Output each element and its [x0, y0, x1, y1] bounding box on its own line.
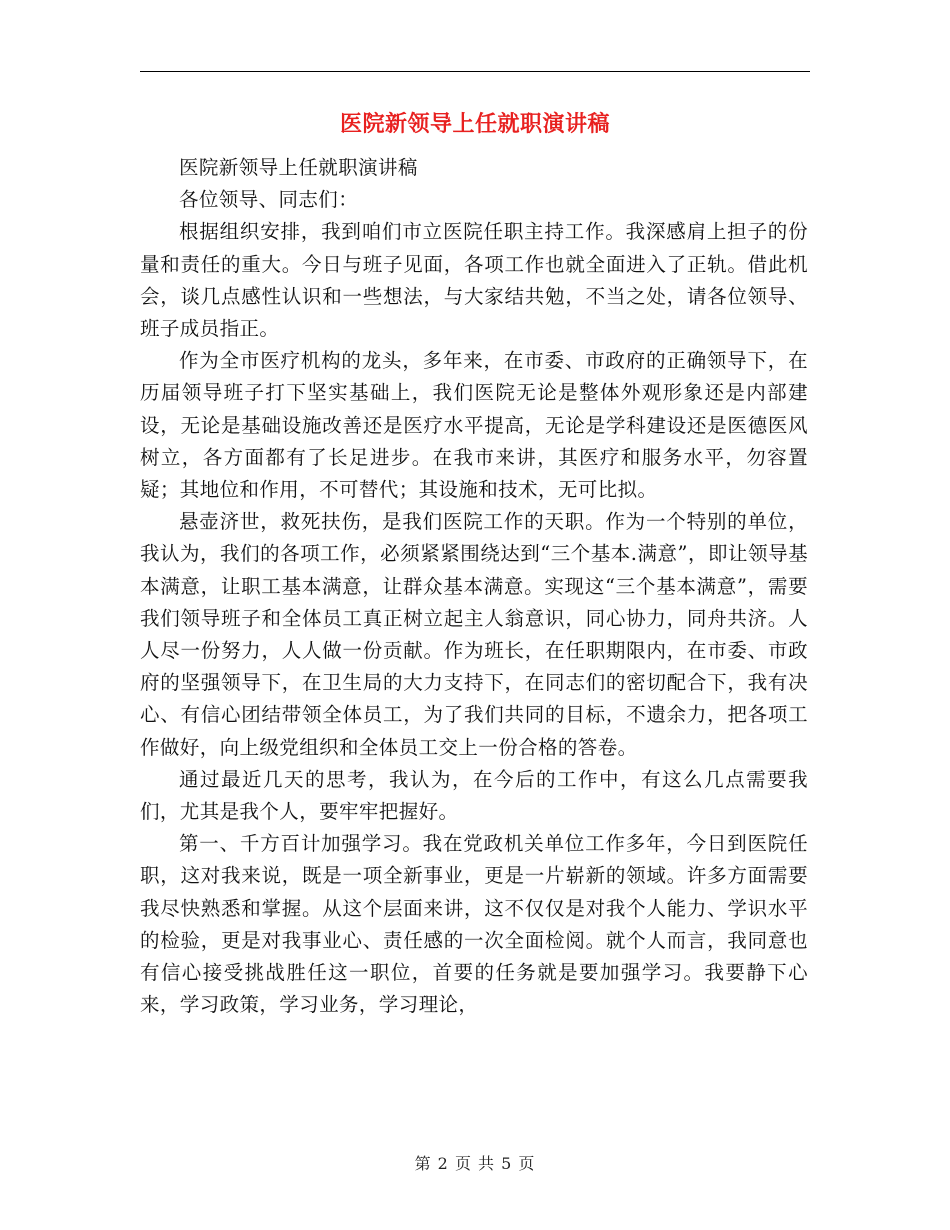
document-title: 医院新领导上任就职演讲稿 [339, 111, 610, 137]
body-paragraph: 根据组织安排，我到咱们市立医院任职主持工作。我深感肩上担子的份量和责任的重大。今日与班子见面，各项工作也就全面进入了正轨。借此机会，谈几点感性认识和一些想法，与大家结共勉，不当之处，请各位领导、班子成员指正。 [140, 220, 808, 341]
page-number-footer: 第 2 页 共 5 页 [414, 1154, 536, 1173]
body-paragraph: 作为全市医疗机构的龙头，多年来，在市委、市政府的正确领导下，在历届领导班子打下坚实基础上，我们医院无论是整体外观形象还是内部建设，无论是基础设施改善还是医疗水平提高，无论是学科建设还是医德医风树立，各方面都有了长足进步。在我市来讲，其医疗和服务水平，勿容置疑；其地位和作用，不可替代；其设施和技术，无可比拟。 [140, 349, 808, 502]
header-rule [140, 71, 810, 72]
body-paragraph: 悬壶济世，救死扶伤，是我们医院工作的天职。作为一个特别的单位，我认为，我们的各项工作，必须紧紧围绕达到“三个基本.满意”，即让领导基本满意，让职工基本满意，让群众基本满意。实现这“三个基本满意”，需要我们领导班子和全体员工真正树立起主人翁意识，同心协力，同舟共济。人人尽一份努力，人人做一份贡献。作为班长，在任职期限内，在市委、市政府的坚强领导下，在卫生局的大力支持下，在同志们的密切配合下，我有决心、有信心团结带领全体员工，为了我们共同的目标，不遗余力，把各项工作做好，向上级党组织和全体员工交上一份合格的答卷。 [140, 510, 808, 759]
body-paragraph-salutation: 各位领导、同志们： [179, 188, 359, 212]
body-paragraph: 第一、千方百计加强学习。我在党政机关单位工作多年，今日到医院任职，这对我来说，既是一项全新事业，更是一片崭新的领域。许多方面需要我尽快熟悉和掌握。从这个层面来讲，这不仅仅是对我个人能力、学识水平的检验，更是对我事业心、责任感的一次全面检阅。就个人而言，我同意也有信心接受挑战胜任这一职位，首要的任务就是要加强学习。我要静下心来，学习政策，学习业务，学习理论， [140, 832, 808, 1017]
document-body [140, 152, 808, 1021]
body-paragraph-subtitle: 医院新领导上任就职演讲稿 [179, 156, 418, 179]
body-paragraph: 通过最近几天的思考，我认为，在今后的工作中，有这么几点需要我们，尤其是我个人，要牢牢把握好。 [140, 767, 808, 824]
